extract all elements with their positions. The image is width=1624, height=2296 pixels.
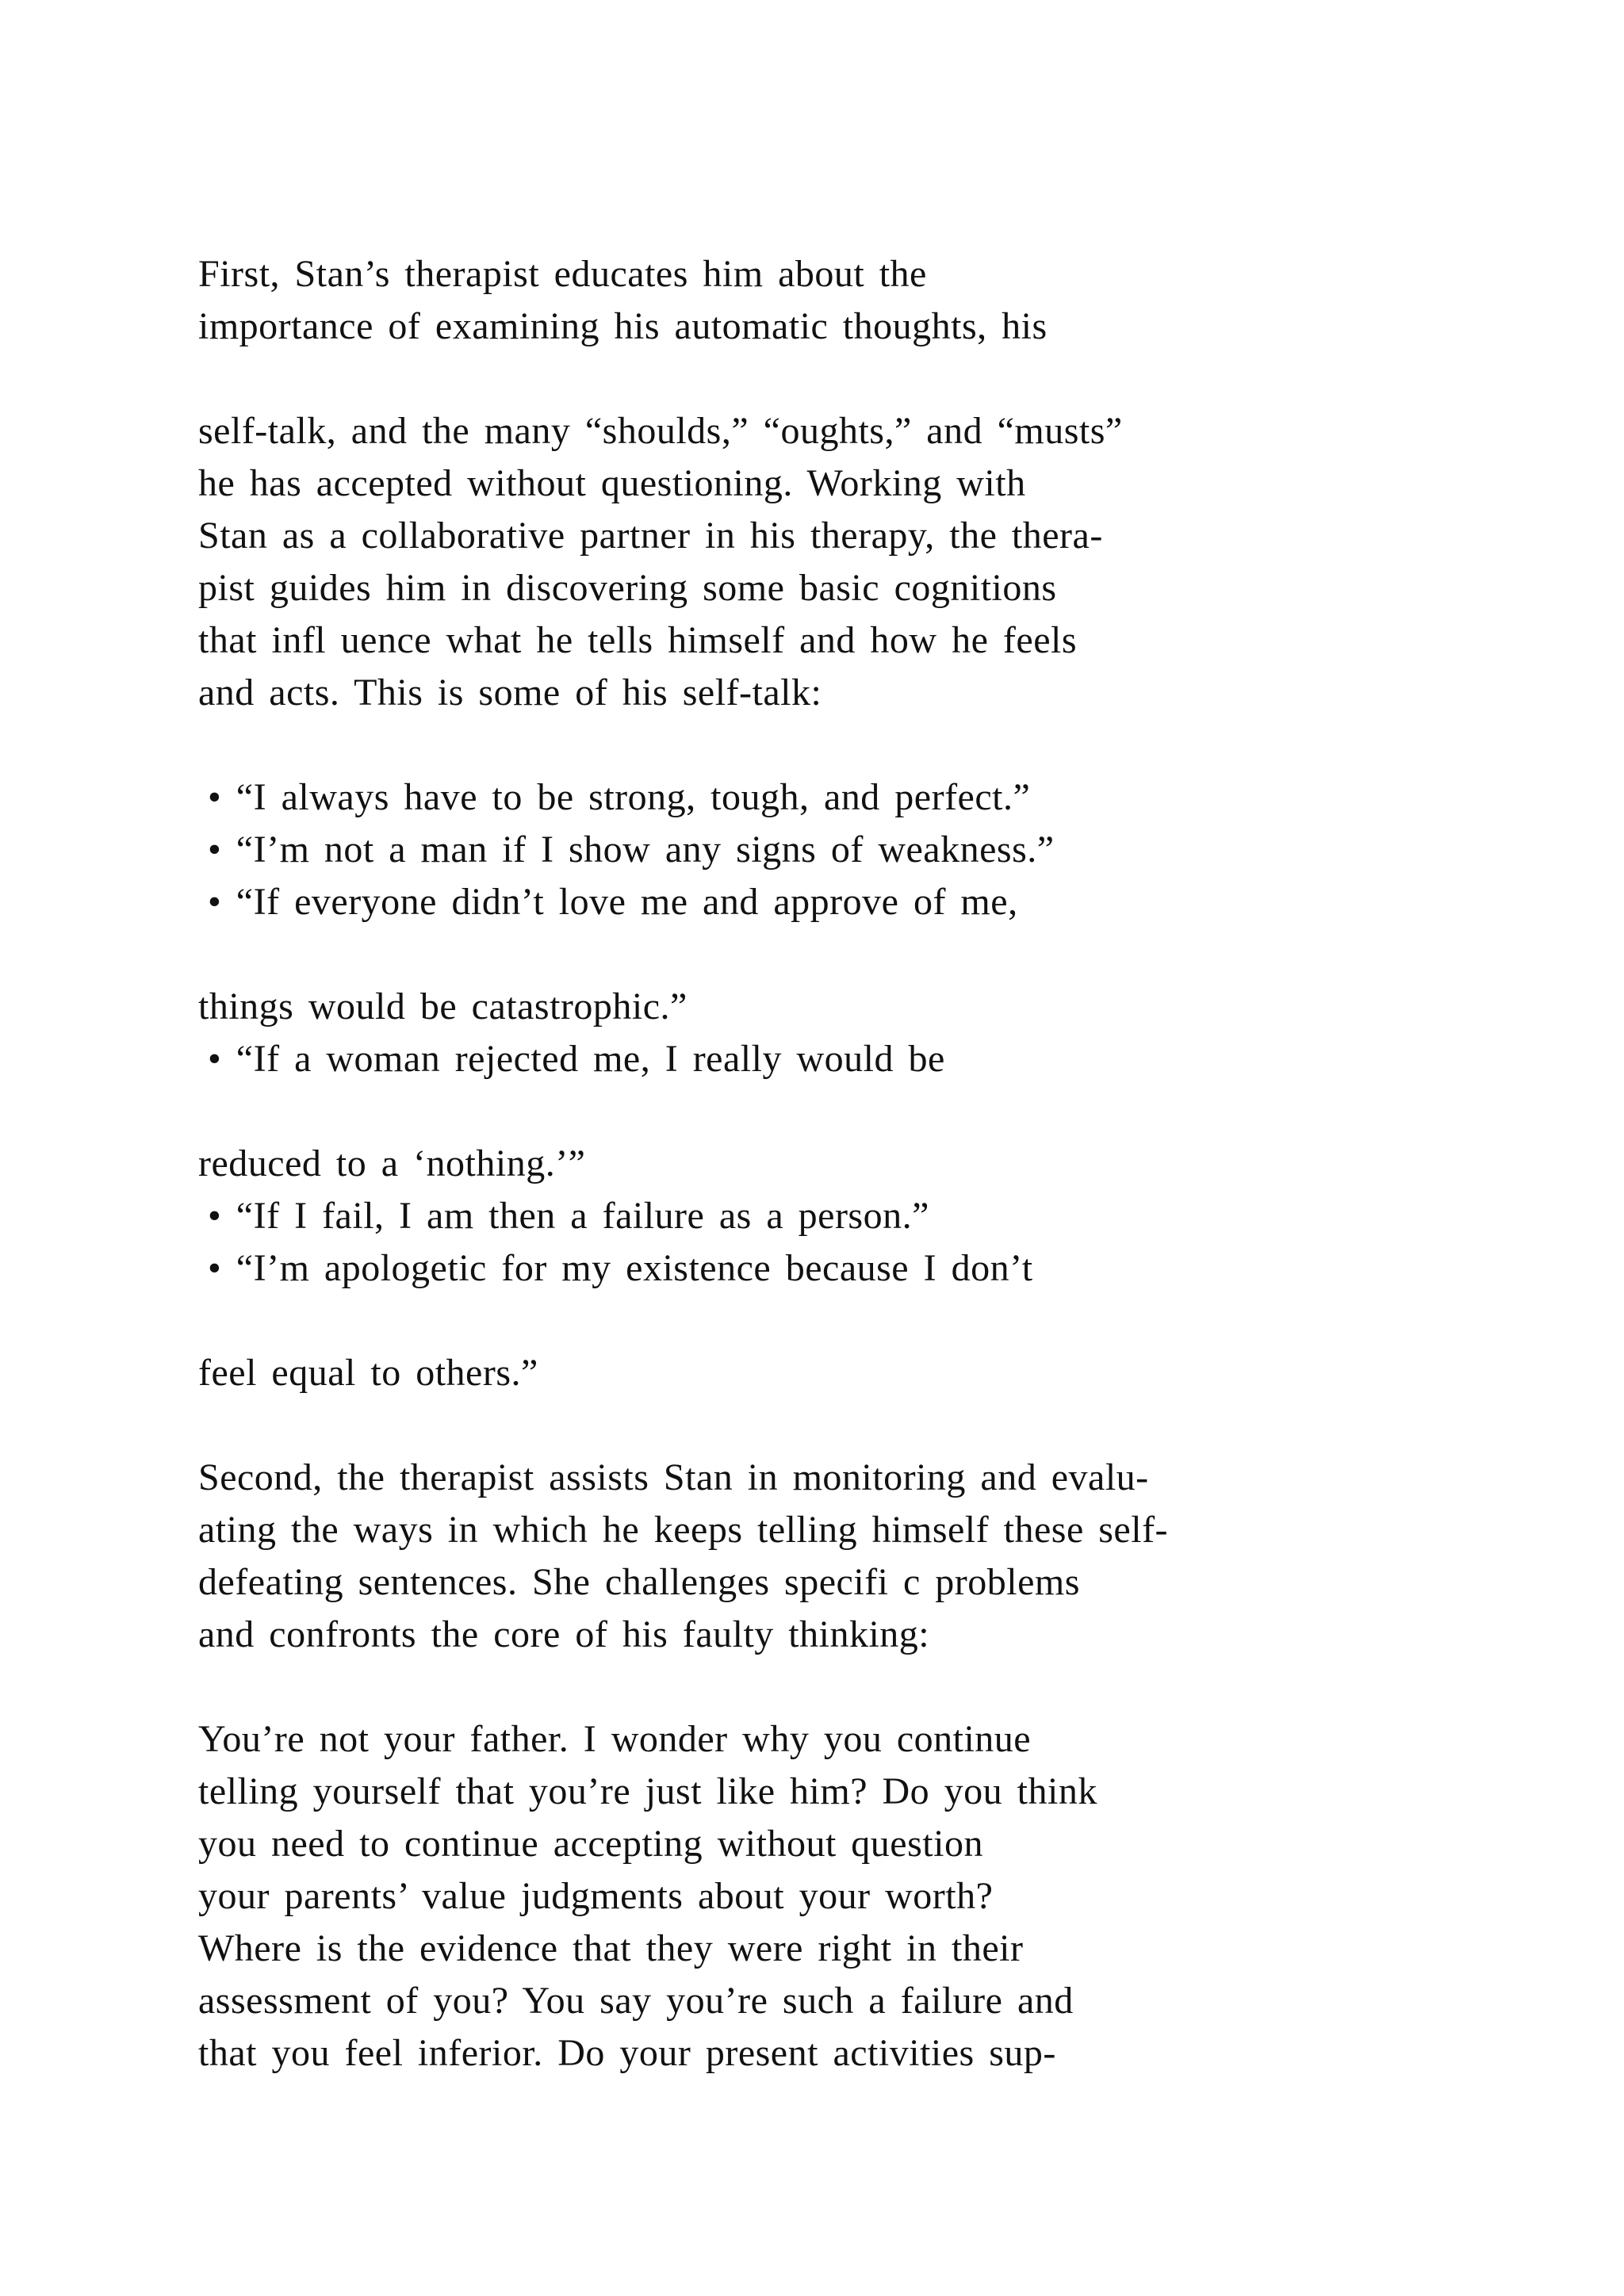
paragraph-2-line-6: and acts. This is some of his self-talk:: [198, 672, 822, 714]
paragraph-2-line-5: that infl uence what he tells himself and how he feels: [198, 619, 1078, 661]
quote-line-1: You’re not your father. I wonder why you continue: [198, 1718, 1032, 1760]
self-talk-item-3-end: things would be catastrophic.”: [198, 985, 688, 1027]
paragraph-1-line-1: First, Stan’s therapist educates him about the: [198, 253, 927, 295]
quote-line-6: assessment of you? You say you’re such a failure and: [198, 1980, 1074, 2022]
quote-line-5: Where is the evidence that they were right in their: [198, 1927, 1024, 1969]
quote-line-4: your parents’ value judgments about your worth?: [198, 1875, 994, 1917]
self-talk-item-5: • “If I fail, I am then a failure as a person.”: [208, 1195, 929, 1237]
paragraph-2-line-4: pist guides him in discovering some basic cognitions: [198, 567, 1057, 609]
paragraph-2-line-3: Stan as a collaborative partner in his therapy, the thera-: [198, 515, 1103, 557]
self-talk-item-2: • “I’m not a man if I show any signs of weakness.”: [208, 828, 1055, 871]
paragraph-3-line-1: Second, the therapist assists Stan in monitoring and evalu-: [198, 1456, 1149, 1498]
self-talk-item-4-start: • “If a woman rejected me, I really would be: [208, 1038, 945, 1080]
paragraph-3-line-4: and confronts the core of his faulty thinking:: [198, 1613, 930, 1655]
self-talk-item-1: • “I always have to be strong, tough, and perfect.”: [208, 776, 1031, 818]
self-talk-item-6-start: • “I’m apologetic for my existence because I don’t: [208, 1247, 1033, 1289]
paragraph-2-line-1: self-talk, and the many “shoulds,” “oughts,” and “musts”: [198, 410, 1123, 452]
paragraph-2-line-2: he has accepted without questioning. Working with: [198, 462, 1026, 504]
self-talk-item-4-end: reduced to a ‘nothing.’”: [198, 1142, 586, 1184]
quote-line-7: that you feel inferior. Do your present activities sup-: [198, 2032, 1056, 2074]
paragraph-3-line-3: defeating sentences. She challenges specifi c problems: [198, 1561, 1080, 1603]
paragraph-1-line-2: importance of examining his automatic thoughts, his: [198, 305, 1048, 347]
self-talk-item-6-end: feel equal to others.”: [198, 1352, 538, 1394]
paragraph-3-line-2: ating the ways in which he keeps telling himself these self-: [198, 1509, 1169, 1551]
quote-line-3: you need to continue accepting without question: [198, 1823, 983, 1865]
quote-line-2: telling yourself that you’re just like him? Do you think: [198, 1770, 1097, 1812]
self-talk-item-3-start: • “If everyone didn’t love me and approve of me,: [208, 881, 1018, 923]
